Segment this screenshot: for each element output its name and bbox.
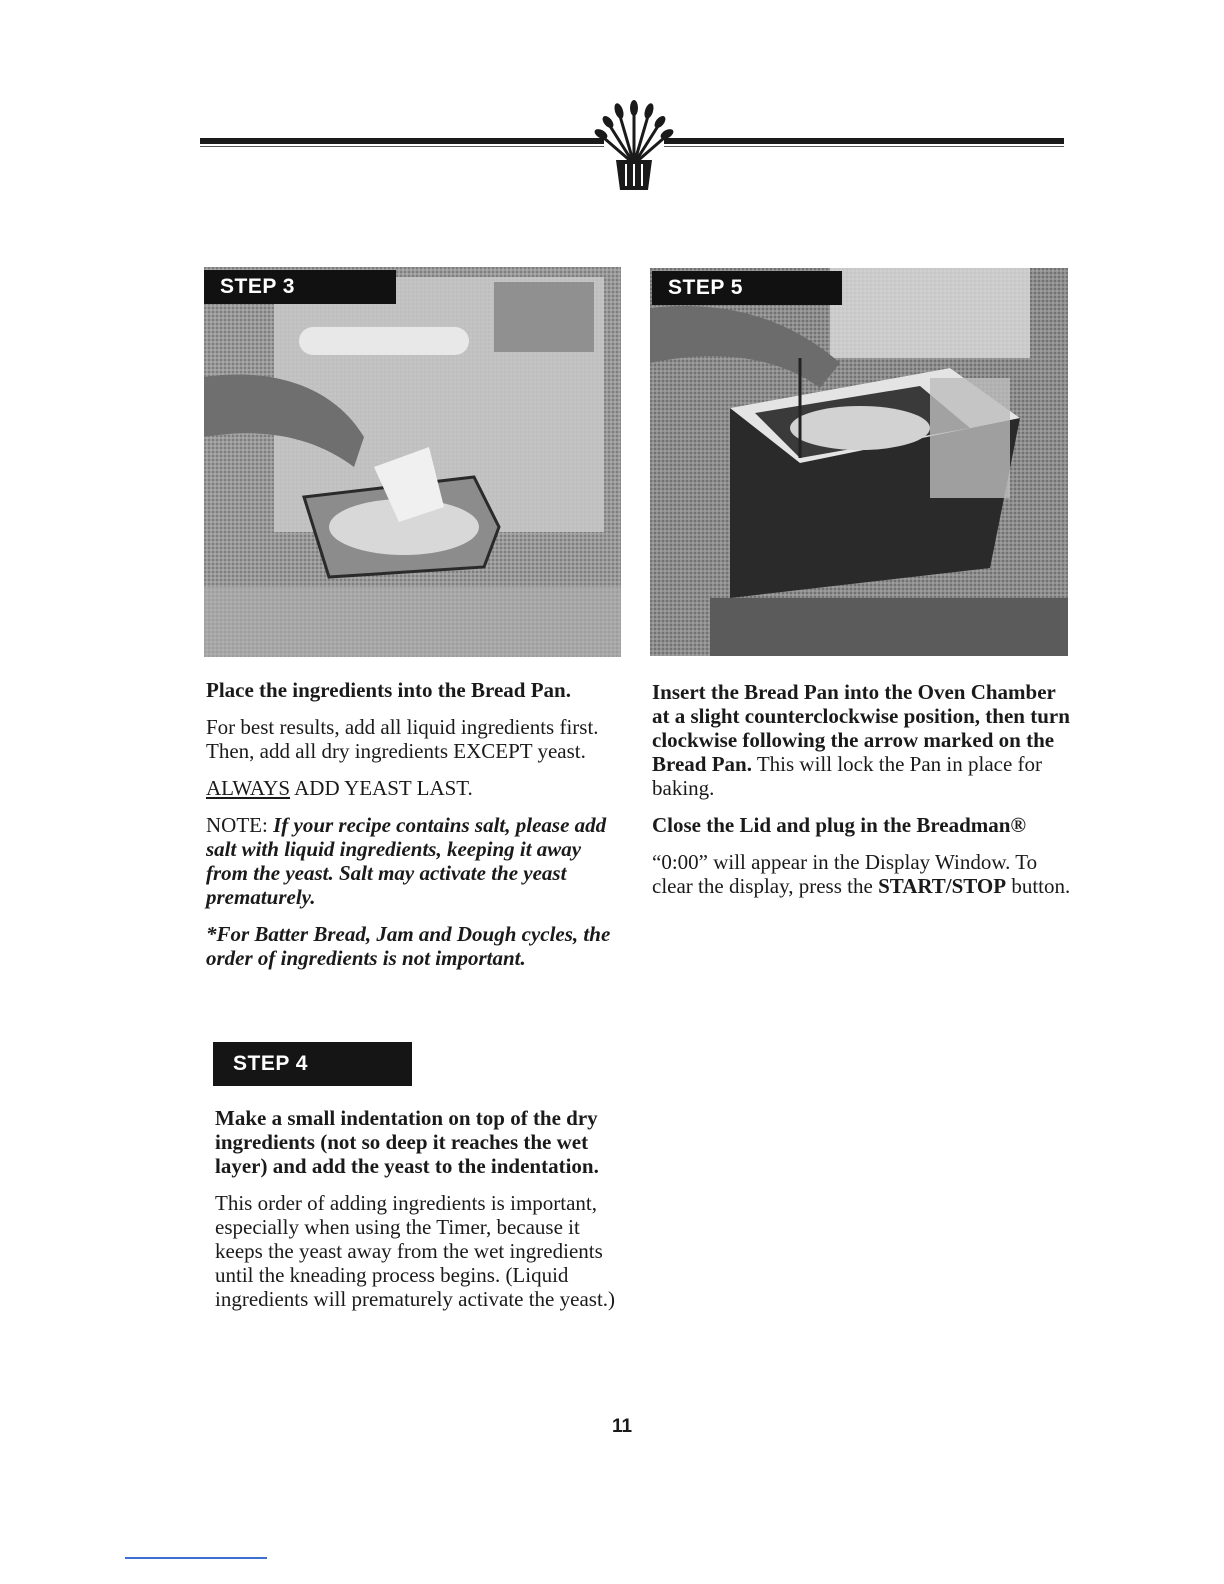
step4-para: This order of adding ingredients is important, especially when using the Timer, because it keeps the yeast away from the wet ingredients until the kneading process begins. (Liquid ingredients will prematurely activate the yeast.)	[215, 1191, 616, 1311]
display-text: “0:00” will appear in the Display Window. To clear the display, press the	[652, 850, 1038, 898]
step5-heading-block	[652, 680, 1072, 800]
always-rest: ADD YEAST LAST.	[290, 776, 473, 800]
step5-heading: Insert the Bread Pan into the Oven Chamber at a slight counterclockwise position, then turn clockwise following the arrow marked on the Bread Pan.	[652, 680, 1070, 776]
step5-text	[652, 680, 1072, 911]
step3-banner: STEP 3	[204, 270, 396, 304]
footer-line	[125, 1557, 267, 1559]
start-stop-label: START/STOP	[878, 874, 1007, 898]
always-underlined: ALWAYS	[206, 776, 291, 800]
step4-text	[215, 1106, 615, 1324]
page-number: 11	[612, 1416, 633, 1437]
step5-display	[652, 850, 1072, 898]
wheat-bundle-icon	[586, 94, 682, 194]
step5-close-lid: Close the Lid and plug in the Breadman®	[652, 813, 1027, 837]
step3-text	[206, 678, 626, 983]
step5-heading-tail: This will lock the Pan in place for baking.	[652, 752, 1043, 800]
step4-banner: STEP 4	[213, 1042, 412, 1086]
note-label: NOTE:	[206, 813, 274, 837]
step3-photo	[204, 267, 621, 657]
step3-footnote: *For Batter Bread, Jam and Dough cycles, the order of ingredients is not important.	[206, 922, 611, 970]
step3-heading: Place the ingredients into the Bread Pan.	[206, 678, 571, 702]
note-text: If your recipe contains salt, please add salt with liquid ingredients, keeping it away from the yeast. Salt may activate the yeast prematurely.	[206, 813, 607, 909]
step5-photo	[650, 268, 1068, 656]
step3-note	[206, 813, 626, 909]
step3-always	[206, 776, 626, 800]
step4-heading: Make a small indentation on top of the dry ingredients (not so deep it reaches the wet layer) and add the yeast to the indentation.	[215, 1106, 599, 1178]
step3-para1: For best results, add all liquid ingredients first. Then, add all dry ingredients EXCEPT yeast.	[206, 715, 599, 763]
step5-banner: STEP 5	[652, 271, 842, 305]
button-suffix: button.	[1006, 874, 1071, 898]
